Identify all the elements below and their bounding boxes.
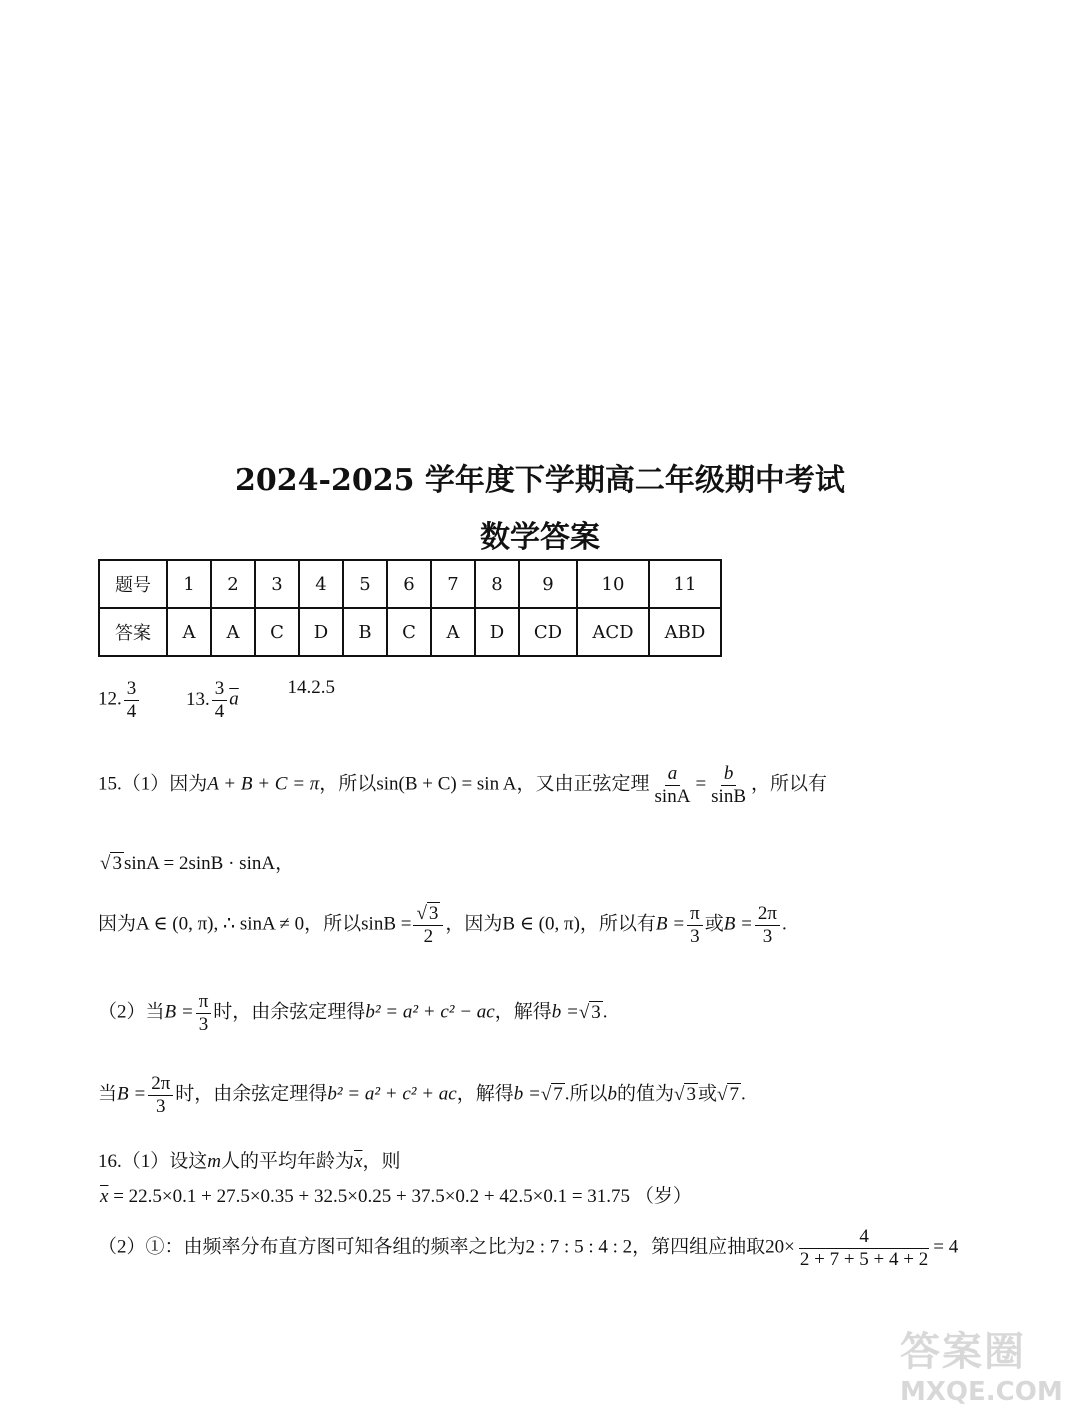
table-cell: D [299,608,343,656]
page-subtitle: 数学答案 [480,520,600,555]
table-cell: CD [519,608,577,656]
table-row-questions [99,560,721,608]
table-cell: A [211,608,255,656]
table-cell: 8 [475,560,519,608]
table-cell: ACD [577,608,649,656]
q13-fraction: $\frac{3}{4}$ [212,678,228,723]
table-header-answer: 答案 [99,608,167,656]
table-cell: 6 [387,560,431,608]
table-row-answers [99,608,721,656]
answer-table [98,559,722,657]
table-cell: 7 [431,560,475,608]
q13-vector: $\overline{a}$ [229,688,239,710]
table-cell: A [167,608,211,656]
page-title: 2024-2025 学年度下学期高二年级期中考试 [235,463,845,498]
q15-part-2: （2）当B = $\frac{\pi}{3}$ 时，由余弦定理得b² = a² + c² − ac，解得b =√ 3 . [98,991,608,1035]
q16-mean-expression: $\overline{x} = 22.5\times 0.1 + 27.5\times 0.35 + 32.5\times 0.25 + 37.5\times 0.2 + 42.5\times 0.1 = 31.75$ （岁） [100,1186,692,1207]
sqrt: √ 3 [674,1083,696,1105]
q15-line-1: 15.（1）因为A + B + C = π，所以sin(B + C) = sin A，又由正弦定理 $\frac{a}{\sin A}$ = $\frac{b}{\sin B}$ ，所以有 [98,763,828,807]
sqrt: √ 7 [540,1083,563,1105]
fraction: $\frac{4}{2 + 7 + 5 + 4 + 2}$ [799,1226,929,1270]
q14-answer: 14.2.5 [287,676,335,698]
q16-part-2: （2）①：由频率分布直方图可知各组的频率之比为2 : 7 : 5 : 4 : 2，第四组应抽取20× $\frac{4}{2 + 7 + 5 + 4 + 2}$ = 4 [98,1226,959,1270]
watermark-logo-text: 答案圈 [900,1329,1026,1375]
fraction: $\frac{2\pi}{3}$ [148,1073,173,1118]
table-cell: 3 [255,560,299,608]
q15-line-2: √ 3 sinA = 2sinB · sinA， [100,853,295,874]
table-cell: A [431,608,475,656]
table-cell: C [387,608,431,656]
watermark [900,1320,1070,1405]
q12-label: 12. [98,688,122,710]
fraction: $\frac{a}{\sin A}$ [654,763,691,807]
sqrt: √ 3 [578,1001,601,1023]
table-cell: 1 [167,560,211,608]
fraction: $\frac{2\pi}{3}$ [755,903,780,948]
table-cell: D [475,608,519,656]
fraction: $\frac{√ 3}{2}$ [413,903,443,948]
watermark-url: MXQE.COM [900,1377,1063,1407]
fill-in-answers [98,678,335,723]
table-header-question: 题号 [99,560,167,608]
q16-line-1: 16.（1）设这m人的平均年龄为$\overline{x}$，则 [98,1151,401,1172]
sqrt: √ 7 [717,1083,739,1105]
fraction: $\frac{\pi}{3}$ [196,991,212,1036]
table-cell: ABD [649,608,721,656]
fraction: $\frac{\pi}{3}$ [687,903,703,948]
fraction: $\frac{b}{\sin B}$ [711,763,747,807]
table-cell: 11 [649,560,721,608]
table-cell: 5 [343,560,387,608]
q12-fraction: $\frac{3}{4}$ [124,678,140,723]
table-cell: B [343,608,387,656]
table-cell: C [255,608,299,656]
q13-label: 13. [186,688,210,710]
table-cell: 9 [519,560,577,608]
table-cell: 2 [211,560,255,608]
q15-part-2-line-2: 当B = $\frac{2\pi}{3}$ 时，由余弦定理得b² = a² + c² + ac，解得b =√ 7 .所以b的值为√ 3 或√ 7 . [98,1073,746,1117]
table-cell: 4 [299,560,343,608]
table-cell: 10 [577,560,649,608]
q15-line-3: 因为A ∈ (0, π), ∴ sinA ≠ 0，所以sinB = $\frac{√ 3}{2}$ ，因为B ∈ (0, π)，所以有B = $\frac{\pi}{3}$ 或B = $\frac{2\pi}{3}$ . [98,903,787,947]
sqrt: √ 3 [100,853,122,874]
